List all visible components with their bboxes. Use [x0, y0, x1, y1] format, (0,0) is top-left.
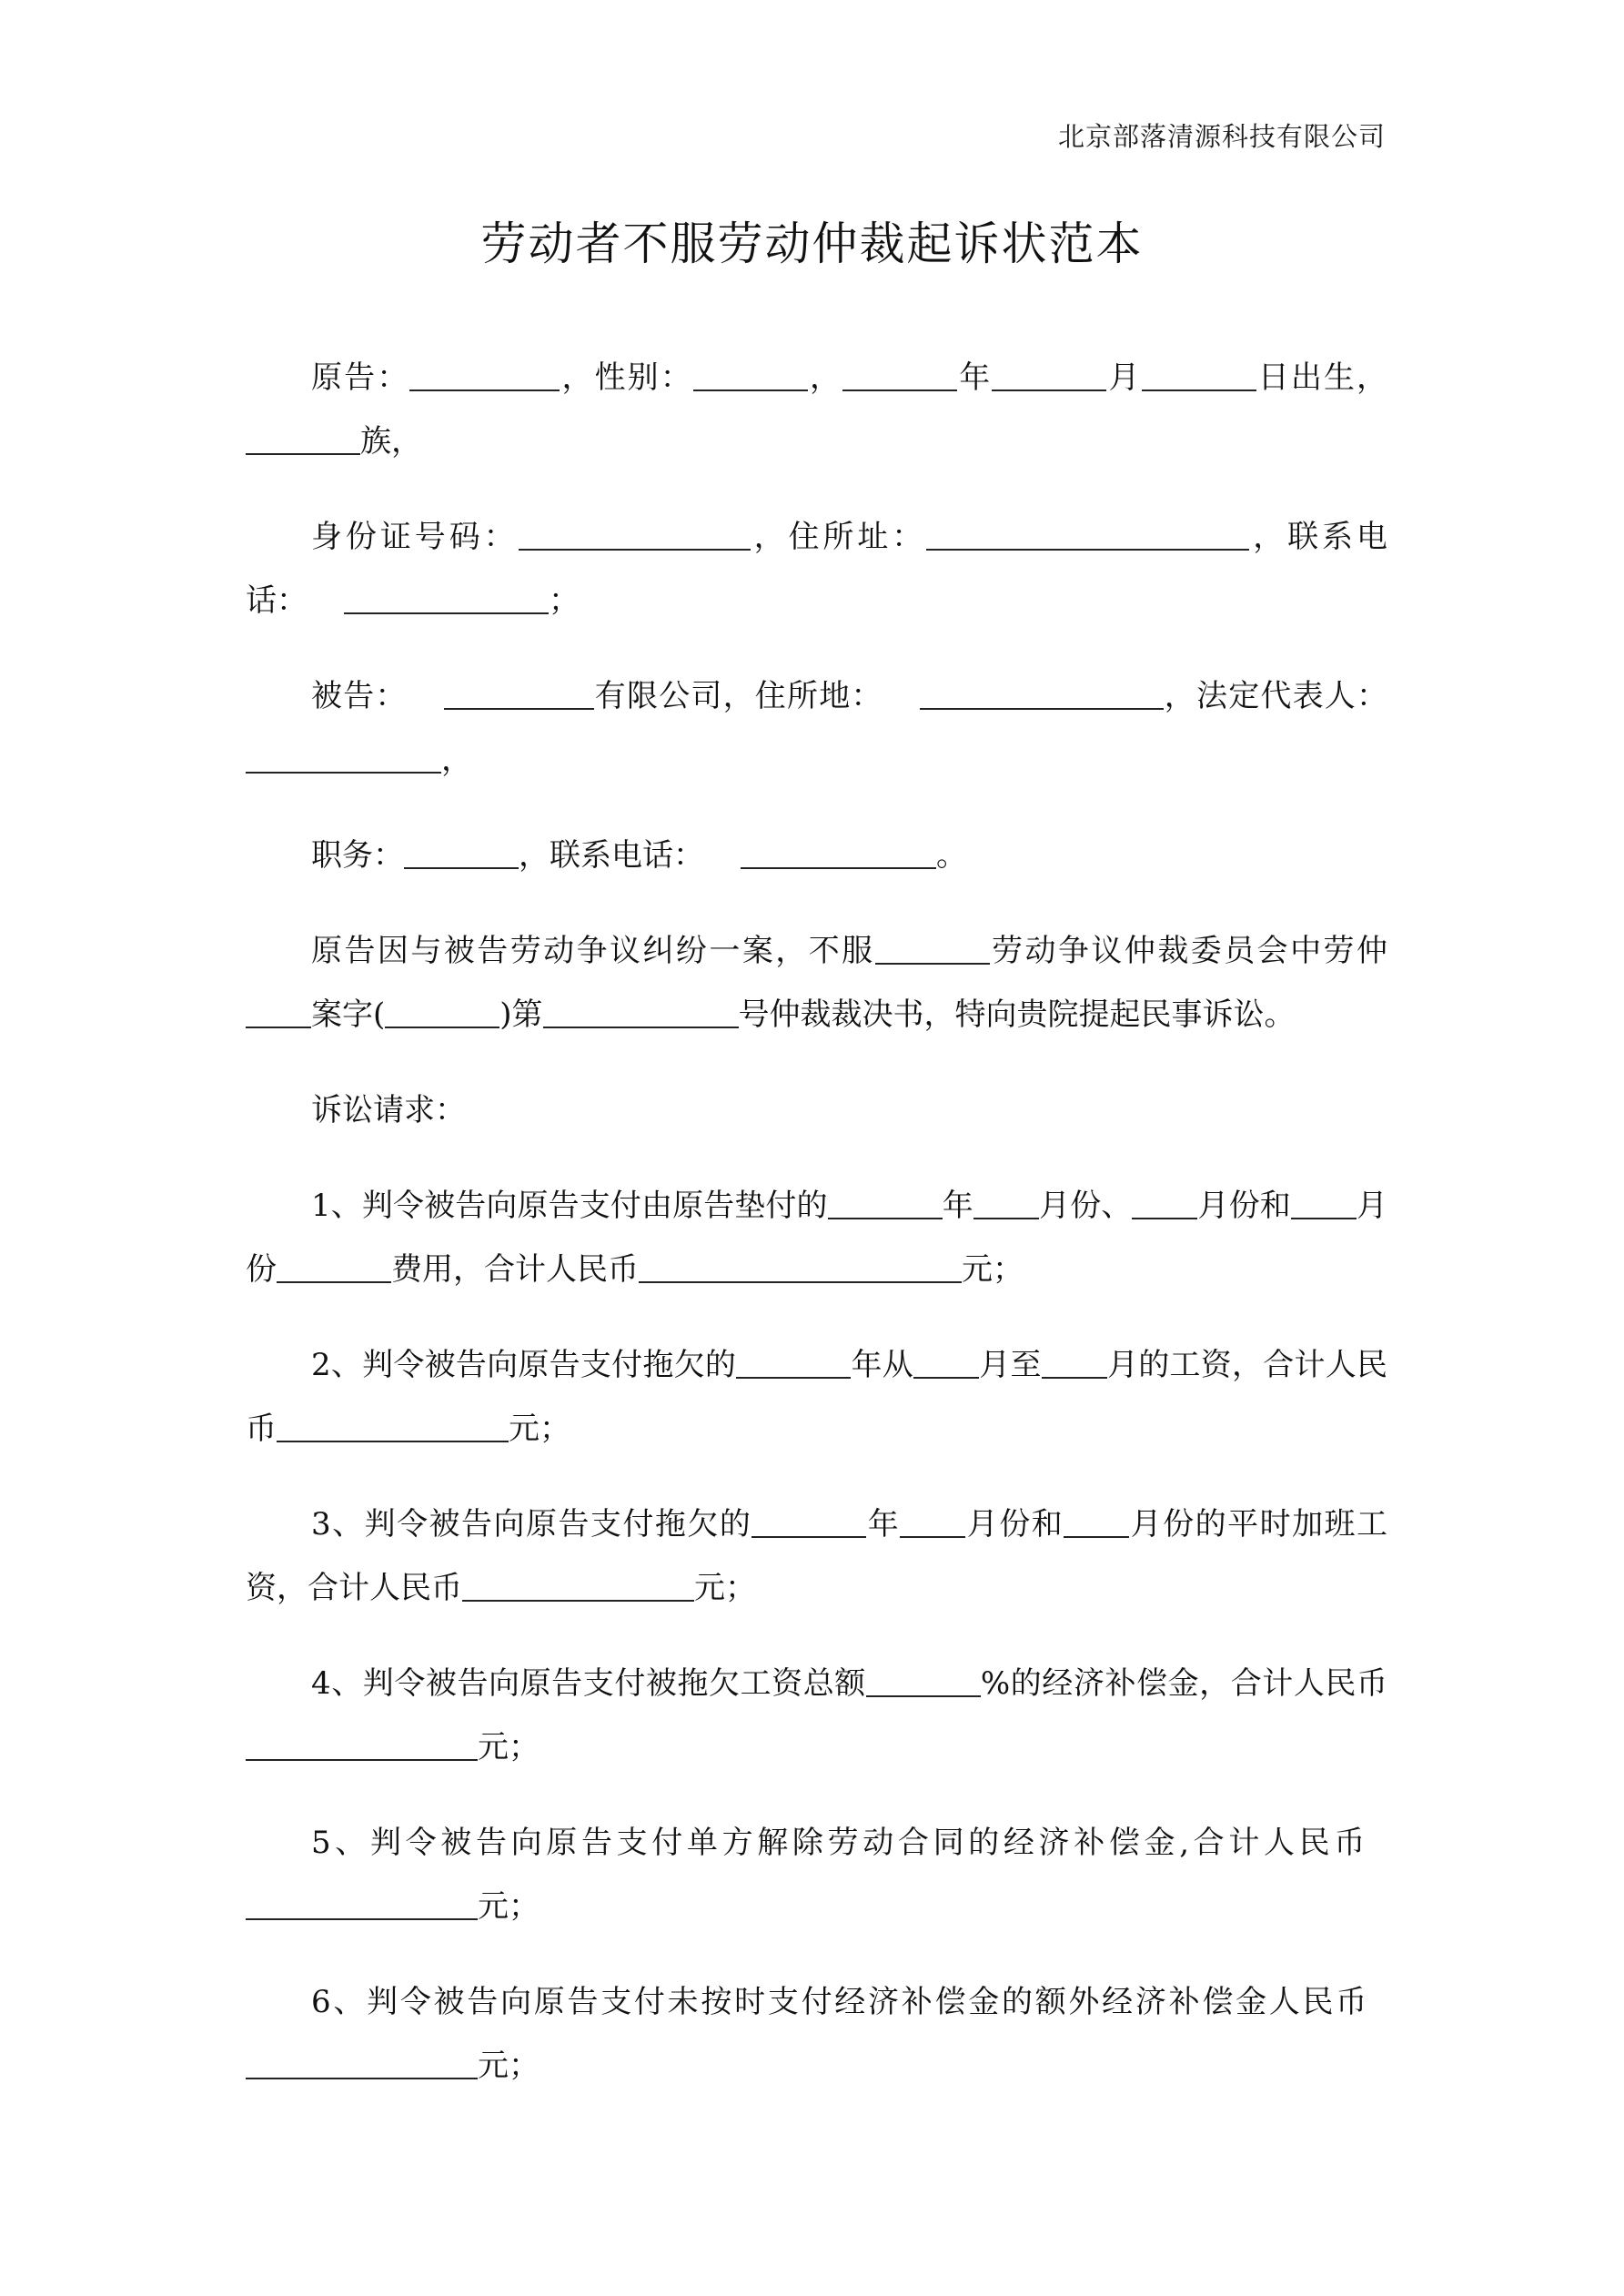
claim-text: 元； [694, 1570, 756, 1606]
header-company-name: 北京部落清源科技有限公司 [1057, 121, 1386, 152]
defendant-label: 被告： [311, 678, 408, 714]
claim4-amount-blank[interactable] [246, 1728, 478, 1761]
claim-item-4 [246, 1652, 1387, 1779]
gender-label: ，性别： [560, 359, 693, 396]
phone-label-part2: 话： [246, 582, 308, 619]
defendant-phone-blank[interactable] [741, 836, 936, 869]
claim3-amount-blank[interactable] [462, 1569, 694, 1602]
claim4-percent-blank[interactable] [866, 1664, 981, 1697]
claim3-year-blank[interactable] [751, 1505, 866, 1538]
birth-label: 日出生， [1256, 359, 1388, 396]
claim-item-2 [246, 1333, 1387, 1461]
claim-text: 费用，合计人民币 [391, 1251, 639, 1288]
ethnic-label: 族， [360, 423, 422, 460]
punctuation: ， [441, 742, 472, 778]
year-label: 年 [957, 359, 993, 396]
case-text-5: 号仲裁裁决书，特向贵院提起民事诉讼。 [738, 996, 1296, 1033]
punctuation: ； [549, 582, 580, 619]
claim-text: 5、判令被告向原告支付单方解除劳动合同的经济补偿金,合计人民币 [311, 1825, 1369, 1861]
position-blank[interactable] [404, 836, 519, 869]
claim-text: 元； [478, 2048, 540, 2084]
claim-item-3 [246, 1492, 1387, 1620]
defendant-phone-label: ，联系电话： [519, 837, 704, 874]
claim-item-1 [246, 1174, 1387, 1301]
claim2-year-blank[interactable] [736, 1346, 851, 1379]
claim-text: 4、判令被告向原告支付被拖欠工资总额 [311, 1665, 866, 1702]
case-paragraph [246, 919, 1387, 1047]
claim1-month1-blank[interactable] [973, 1187, 1039, 1219]
claim-text: 年 [942, 1188, 973, 1224]
claim-text: 月份 [246, 1188, 1388, 1288]
plaintiff-name-blank[interactable] [409, 359, 560, 391]
claim-text: 月的工资，合计人民币 [246, 1347, 1388, 1447]
punctuation: 。 [936, 837, 967, 874]
claim-item-5 [246, 1811, 1387, 1938]
case-prefix-blank[interactable] [246, 996, 311, 1028]
birth-day-blank[interactable] [1142, 359, 1256, 391]
claim-text: 元； [509, 1411, 570, 1447]
claim-text: 月至 [978, 1347, 1042, 1383]
claim3-month2-blank[interactable] [1064, 1505, 1129, 1538]
separator: ， [807, 359, 843, 396]
address-label: ，住所址： [750, 519, 927, 555]
case-text-2: 劳动争议仲裁委员会中劳仲 [989, 933, 1388, 969]
claim-text: 元； [962, 1251, 1024, 1288]
document-title: 劳动者不服劳动仲裁起诉状范本 [480, 217, 1144, 270]
plaintiff-phone-blank[interactable] [344, 582, 549, 614]
ethnic-blank[interactable] [246, 422, 360, 455]
claim-text: 月份的平时加班工资，合计人民币 [246, 1506, 1388, 1606]
address-blank[interactable] [926, 518, 1249, 551]
claim-text: 年 [866, 1506, 901, 1542]
arbitration-committee-blank[interactable] [875, 932, 990, 965]
case-number-blank[interactable] [543, 996, 739, 1028]
defendant-info-paragraph [246, 664, 1387, 792]
claim-text: 3、判令被告向原告支付拖欠的 [311, 1506, 752, 1542]
claim-item-6 [246, 1970, 1387, 2098]
position-label: 职务： [311, 837, 404, 874]
document-body [246, 346, 1387, 2129]
claim-text: 6、判令被告向原告支付未按时支付经济补偿金的额外经济补偿金人民币 [311, 1984, 1369, 2020]
case-text-3: 案字( [311, 996, 386, 1033]
claim1-year-blank[interactable] [828, 1187, 943, 1219]
claim1-amount-blank[interactable] [639, 1250, 962, 1283]
birth-month-blank[interactable] [992, 359, 1106, 391]
defendant-role-paragraph [246, 824, 1387, 887]
claim-text: %的经济补偿金，合计人民币 [980, 1665, 1387, 1702]
claim6-amount-blank[interactable] [246, 2047, 478, 2079]
claim-text: 月份、 [1038, 1188, 1133, 1224]
claim-text: 元； [478, 1888, 540, 1925]
claim-text: 年从 [851, 1347, 913, 1383]
phone-label-part1: ，联系电 [1249, 519, 1387, 555]
claim2-amount-blank[interactable] [277, 1410, 509, 1442]
case-year-blank[interactable] [385, 996, 499, 1028]
gender-blank[interactable] [693, 359, 808, 391]
claim5-amount-blank[interactable] [246, 1887, 478, 1920]
defendant-address-blank[interactable] [920, 677, 1164, 710]
company-suffix-label: 有限公司，住所地： [593, 678, 883, 714]
case-text-1: 原告因与被告劳动争议纠纷一案，不服 [311, 933, 875, 969]
legal-rep-label: ，法定代表人： [1163, 678, 1388, 714]
plaintiff-info-paragraph [246, 346, 1387, 473]
claim-text: 月份和 [1197, 1188, 1291, 1224]
defendant-company-blank[interactable] [444, 677, 594, 710]
claims-heading: 诉讼请求： [311, 1092, 466, 1128]
case-text-4: )第 [499, 996, 543, 1033]
claim1-month2-blank[interactable] [1132, 1187, 1197, 1219]
claim1-fee-type-blank[interactable] [277, 1250, 391, 1283]
month-label: 月 [1106, 359, 1142, 396]
plaintiff-id-paragraph [246, 505, 1387, 632]
id-number-label: 身份证号码： [311, 519, 519, 555]
claim1-month3-blank[interactable] [1291, 1187, 1357, 1219]
plaintiff-label: 原告： [311, 359, 410, 396]
id-number-blank[interactable] [519, 518, 751, 551]
claim-text: 月份和 [965, 1506, 1064, 1542]
claim-text: 2、判令被告向原告支付拖欠的 [311, 1347, 737, 1383]
claim3-month1-blank[interactable] [900, 1505, 965, 1538]
claim-text: 元； [478, 1729, 540, 1765]
birth-year-blank[interactable] [842, 359, 957, 391]
claim2-month-from-blank[interactable] [913, 1346, 979, 1379]
claim2-month-to-blank[interactable] [1042, 1346, 1107, 1379]
claim-text: 1、判令被告向原告支付由原告垫付的 [311, 1188, 828, 1224]
legal-rep-blank[interactable] [246, 741, 441, 774]
